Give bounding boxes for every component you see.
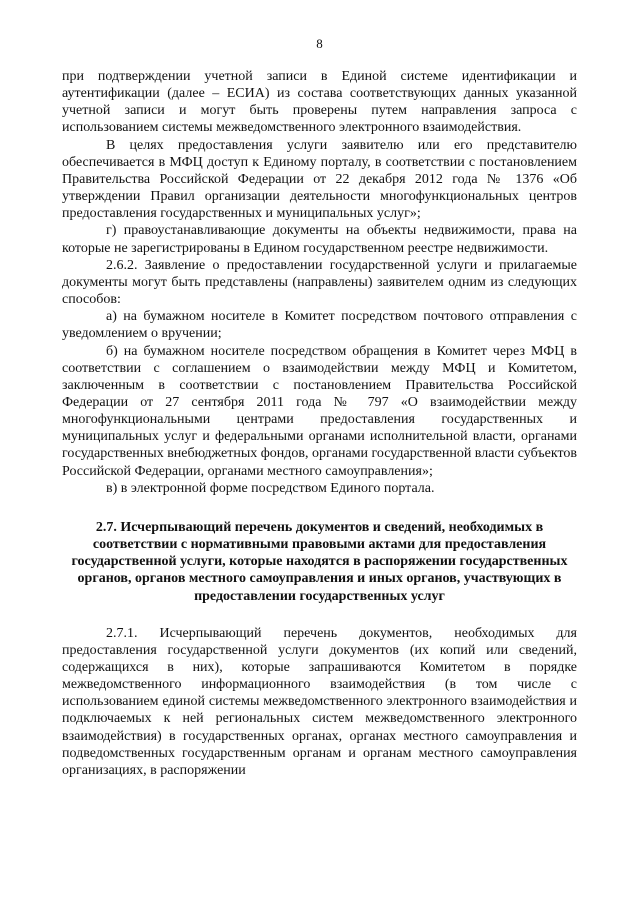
paragraph-mfc-portal-access: В целях предоставления услуги заявителю или его представителю обеспечивается в МФЦ доступ к Единому порталу, в соответствии с постановлением Правительства Российской Федерации от 22 декабря 2012 года № 1376 «Об утверждении Правил организации деятельности многофункциональных центров предоставления государственных и муниципальных услуг»; xyxy=(62,137,577,222)
paragraph-2-6-2-submission-methods: 2.6.2. Заявление о предоставлении государственной услуги и прилагаемые документы могут быть представлены (направлены) заявителем одним из следующих способов: xyxy=(62,257,577,308)
paragraph-item-v-electronic: в) в электронной форме посредством Единого портала. xyxy=(106,480,435,496)
paragraph-esia-verification: при подтверждении учетной записи в Единой системе идентификации и аутентификации (далее – ЕСИА) из состава соответствующих данных указанной учетной записи и могут быть проверены путем направления запроса с использованием системы межведомственного электронного взаимодействия. xyxy=(62,69,577,136)
section-heading-2-7: 2.7. Исчерпывающий перечень документов и сведений, необходимых в соответствии с нормативными правовыми актами для предоставления государственной услуги, которые находятся в распоряжении государственных органов, органов местного самоуправления и иных органов, участвующих в предоставлении государственных услуг xyxy=(71,519,568,604)
paragraph-item-a-postal: а) на бумажном носителе в Комитет посредством почтового отправления с уведомлением о вручении; xyxy=(62,309,577,342)
page-number: 8 xyxy=(316,36,323,51)
paragraph-item-b-mfc: б) на бумажном носителе посредством обращения в Комитет через МФЦ в соответствии с соглашением о взаимодействии между МФЦ и Комитетом, заключенным в соответствии с постановлением Правительства Российской Федерации от 27 сентября 2011 года № 797 «О взаимодействии между многофункциональными центрами предоставления государственных и муниципальных услуг и федеральными органами исполнительной власти, органами государственных внебюджетных фондов, органами государственной власти субъектов Российской Федерации, органами местного самоуправления»; xyxy=(62,343,577,479)
paragraph-item-g-title-documents: г) правоустанавливающие документы на объекты недвижимости, права на которые не зарегистрированы в Едином государственном реестре недвижимости. xyxy=(62,223,577,256)
paragraph-2-7-1-document-list: 2.7.1. Исчерпывающий перечень документов, необходимых для предоставления государственной услуги документов (их копий или сведений, содержащихся в них), которые запрашиваются Комитетом в порядке межведомственного информационного взаимодействия (в том числе с использованием единой системы межведомственного электронного взаимодействия и подключаемых к ней региональных систем межведомственного электронного взаимодействия) в государственных органах, органах местного самоуправления и подведомственных государственным органам и органам местного самоуправления организациях, в распоряжении xyxy=(62,625,577,778)
